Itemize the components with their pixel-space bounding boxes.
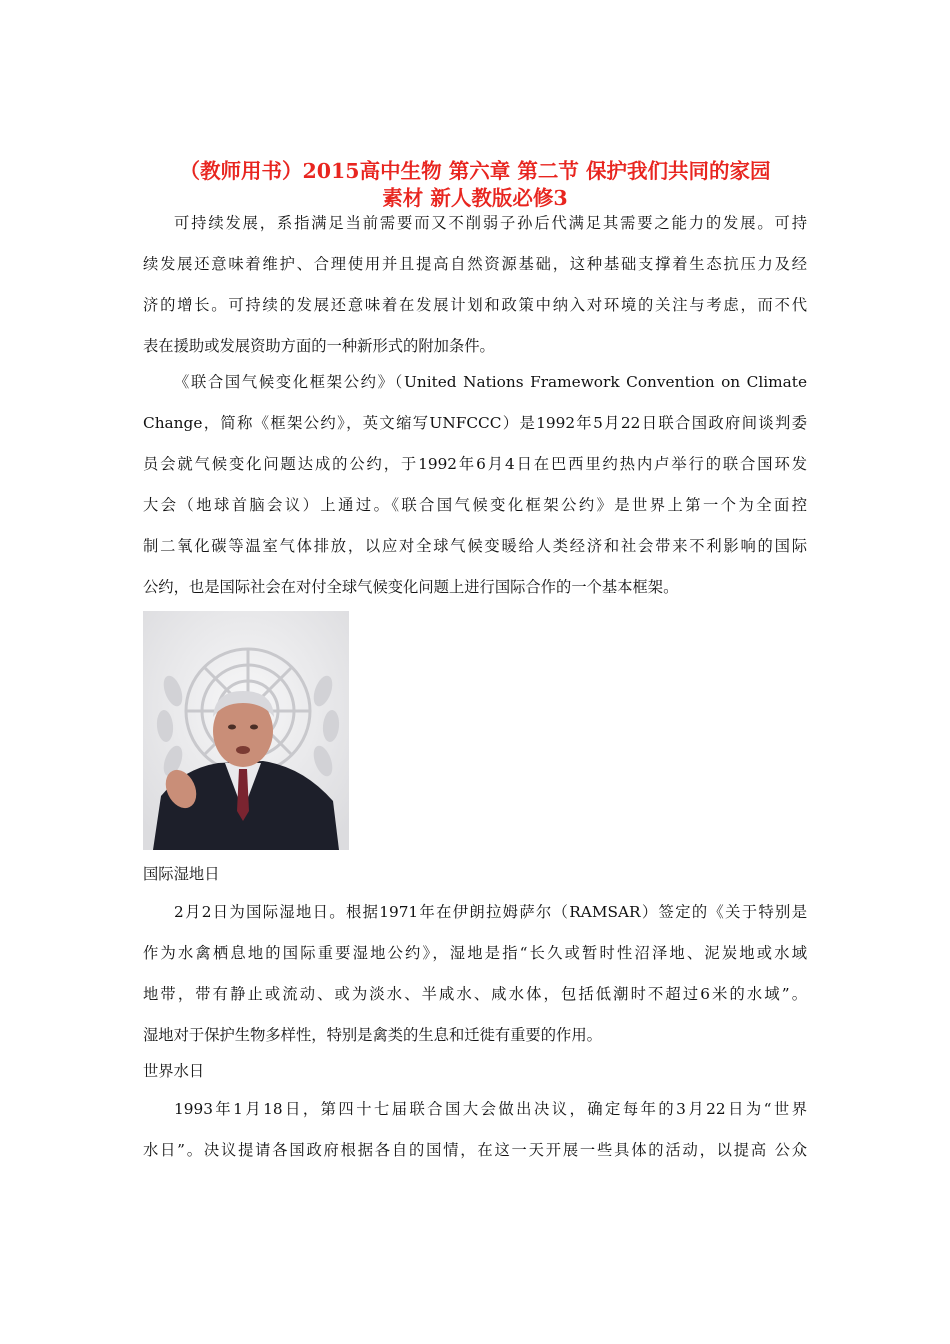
paragraph-line: Change，简称《框架公约》，英文缩写UNFCCC）是1992年5月22日联合国政府间谈判委 [143,414,807,432]
paragraph-line: 《联合国气候变化框架公约》（United Nations Framework Convention on Climate [174,373,807,391]
paragraph-line: 1993年1月18日，第四十七届联合国大会做出决议，确定每年的3月22日为“世界 [174,1100,807,1118]
paragraph-line: 可持续发展，系指满足当前需要而又不削弱子孙后代满足其需要之能力的发展。可持 [174,214,807,232]
paragraph-line: 济的增长。可持续的发展还意味着在发展计划和政策中纳入对环境的关注与考虑，而不代 [143,296,807,314]
document-title [143,158,807,212]
paragraph-line: 公约，也是国际社会在对付全球气候变化问题上进行国际合作的一个基本框架。 [143,578,679,596]
un-emblem-image [143,611,349,850]
paragraph-line: 大会（地球首脑会议）上通过。《联合国气候变化框架公约》是世界上第一个为全面控 [143,496,807,514]
paragraph-line: 2月2日为国际湿地日。根据1971年在伊朗拉姆萨尔（RAMSAR）签定的《关于特别是 [174,903,807,921]
paragraph-line: 表在援助或发展资助方面的一种新形式的附加条件。 [143,337,495,355]
un-speaker-photo [143,611,349,850]
paragraph-line: 作为水禽栖息地的国际重要湿地公约》，湿地是指“长久或暂时性沼泽地、泥炭地或水域 [143,944,807,962]
title-line-2: 素材 新人教版必修3 [382,186,568,210]
paragraph-line: 员会就气候变化问题达成的公约，于1992年6月4日在巴西里约热内卢举行的联合国环发 [143,455,807,473]
paragraph-line: 制二氧化碳等温室气体排放，以应对全球气候变暖给人类经济和社会带来不利影响的国际 [143,537,807,555]
paragraph-line: 水日”。决议提请各国政府根据各自的国情，在这一天开展一些具体的活动，以提高 公众 [143,1141,807,1159]
paragraph-line: 续发展还意味着维护、合理使用并且提高自然资源基础，这种基础支撑着生态抗压力及经 [143,255,807,273]
section-heading-water-day: 世界水日 [143,1062,205,1080]
section-heading-wetland-day: 国际湿地日 [143,865,220,883]
title-line-1: （教师用书）2015高中生物 第六章 第二节 保护我们共同的家园 [179,159,771,183]
paragraph-line: 湿地对于保护生物多样性，特别是禽类的生息和迁徙有重要的作用。 [143,1026,602,1044]
paragraph-line: 地带，带有静止或流动、或为淡水、半咸水、咸水体，包括低潮时不超过6米的水域”。 [143,985,807,1003]
